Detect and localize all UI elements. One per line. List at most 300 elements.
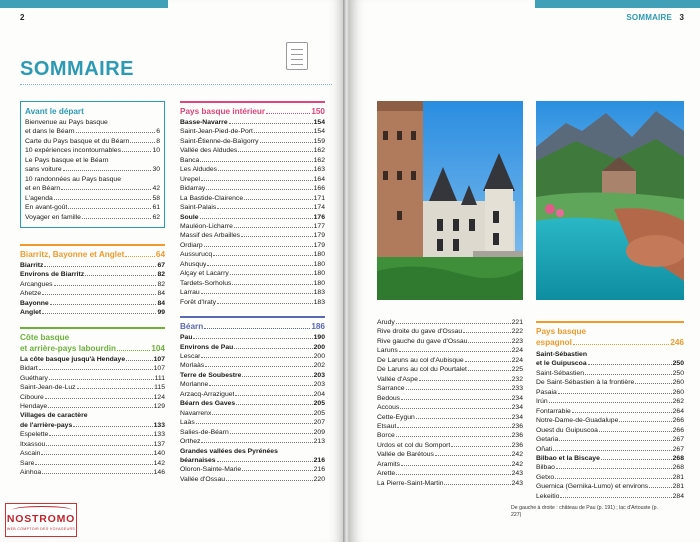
toc-entry-page: 250 — [672, 369, 684, 377]
toc-column-1 — [20, 101, 165, 478]
dot-leader — [229, 123, 313, 124]
title-divider — [20, 84, 332, 85]
toc-entry-label: Vallée d'Aspe — [377, 375, 418, 383]
toc-entry[interactable] — [20, 449, 165, 458]
toc-entry-page: 99 — [157, 309, 165, 317]
toc-entry[interactable] — [377, 356, 523, 365]
toc-entry-page: 220 — [313, 475, 325, 483]
toc-entry-label: Villages de caractère — [20, 412, 88, 420]
toc-entry[interactable] — [180, 231, 325, 240]
toc-entry[interactable] — [180, 399, 325, 408]
toc-entry[interactable] — [180, 465, 325, 474]
section-title-interieur: Pays basque intérieur — [180, 107, 266, 116]
toc-entry-page: 154 — [313, 128, 325, 136]
ossau-list — [377, 318, 523, 488]
toc-entry[interactable] — [536, 416, 684, 425]
toc-entry[interactable] — [377, 394, 523, 403]
toc-entry-page: 107 — [153, 365, 165, 373]
toc-entry-label: Morlaàs — [180, 362, 205, 370]
toc-entry-page: 176 — [313, 213, 325, 221]
toc-entry[interactable] — [25, 127, 160, 136]
toc-entry[interactable] — [25, 184, 160, 193]
toc-entry-label: Lekeitio — [536, 492, 560, 500]
dot-leader — [205, 366, 312, 367]
dot-leader — [236, 404, 312, 405]
toc-entry[interactable] — [536, 482, 684, 491]
toc-entry[interactable] — [536, 435, 684, 444]
toc-entry-page: 236 — [511, 432, 523, 440]
toc-entry-label: Vallée des Aldudes — [180, 147, 238, 155]
toc-entry[interactable] — [377, 327, 523, 336]
toc-entry-label: Massif des Arbailles — [180, 232, 241, 240]
toc-entry-page: 268 — [672, 454, 684, 462]
toc-entry[interactable] — [20, 459, 165, 468]
toc-entry-page: 140 — [153, 450, 165, 458]
dot-leader — [468, 342, 510, 343]
toc-entry-label: Saint-Jean-Pied-de-Port — [180, 128, 253, 136]
toc-entry[interactable] — [180, 127, 325, 136]
dot-leader — [76, 132, 156, 133]
page-number-left: 2 — [20, 13, 25, 22]
toc-entry-page: 61 — [152, 204, 160, 212]
photo-credit: De gauche à droite : château de Pau (p. 191) ; lac d'Artouste (p. 227) — [511, 505, 658, 518]
toc-entry[interactable] — [180, 279, 325, 288]
toc-entry[interactable] — [20, 374, 165, 383]
toc-entry-label: Oñati — [536, 445, 553, 453]
section-title-cote-basque-2: et arrière-pays labourdin — [20, 343, 117, 353]
dot-leader — [218, 170, 313, 171]
section-head-interieur[interactable] — [180, 101, 325, 117]
toc-entry-label: Voyager en famille — [25, 213, 81, 221]
section-head-biarritz[interactable] — [20, 244, 165, 260]
toc-entry-page: 115 — [154, 384, 165, 392]
toc-entry-label: Saint-Sébastien — [536, 351, 587, 358]
toc-entry[interactable] — [536, 492, 684, 501]
toc-entry-label: Navarrenx — [180, 409, 212, 417]
toc-entry-page: 10 — [152, 147, 160, 155]
page-number-right: 3 — [679, 13, 684, 22]
right-page — [349, 0, 700, 542]
toc-entry-label: Banca — [180, 156, 200, 164]
toc-entry-label: sans voiture — [25, 166, 62, 174]
top-accent-bar-right — [535, 0, 700, 8]
toc-entry-label: De Saint-Sébastien à la frontière — [536, 379, 635, 387]
dot-leader — [555, 478, 672, 479]
toc-entry-label: Bienvenue au Pays basque — [25, 119, 108, 126]
toc-entry[interactable] — [25, 213, 160, 222]
toc-entry-page: 225 — [511, 366, 523, 374]
toc-entry-label: Pau — [180, 334, 193, 342]
toc-entry-label: Borce — [377, 432, 395, 440]
toc-entry[interactable] — [377, 337, 523, 346]
toc-column-3 — [377, 318, 523, 488]
toc-entry-page: 232 — [511, 375, 523, 383]
toc-entry-page: 266 — [672, 426, 684, 434]
toc-entry-page: 67 — [157, 261, 165, 269]
toc-entry[interactable] — [180, 361, 325, 370]
toc-entry-page: 82 — [157, 280, 165, 288]
toc-entry-page: 284 — [672, 492, 684, 500]
toc-entry-label: De Laruns au col d'Aubisque — [377, 356, 464, 364]
toc-entry[interactable] — [20, 421, 165, 430]
toc-entry[interactable] — [180, 118, 325, 127]
toc-entry-label: Bilbao et la Biscaye — [536, 454, 600, 462]
dot-leader — [232, 284, 312, 285]
toc-entry[interactable] — [377, 431, 523, 440]
toc-entry[interactable] — [180, 380, 325, 389]
dot-leader — [206, 189, 312, 190]
toc-entry-page: 216 — [313, 466, 325, 474]
dot-leader — [35, 464, 152, 465]
toc-entry[interactable] — [377, 450, 523, 459]
toc-entry-page: 166 — [313, 185, 325, 193]
toc-entry[interactable] — [180, 194, 325, 203]
toc-entry-label: Getaria — [536, 436, 559, 444]
dot-leader — [254, 132, 313, 133]
toc-entry[interactable] — [25, 194, 160, 203]
dot-leader — [235, 395, 312, 396]
toc-entry-label: Carte du Pays basque et du Béarn — [25, 137, 130, 145]
dot-leader — [130, 142, 155, 143]
toc-entry-label: Orthez — [180, 438, 201, 446]
toc-entry[interactable] — [180, 137, 325, 146]
toc-entry[interactable] — [536, 369, 684, 378]
toc-entry[interactable] — [180, 343, 325, 352]
toc-entry[interactable] — [180, 222, 325, 231]
toc-entry-label: Sarrance — [377, 385, 405, 393]
toc-entry[interactable] — [180, 288, 325, 297]
toc-entry[interactable] — [536, 454, 684, 463]
dot-leader — [213, 255, 313, 256]
dot-leader — [558, 393, 672, 394]
toc-entry[interactable] — [536, 378, 684, 387]
dot-leader — [209, 385, 312, 386]
toc-entry[interactable] — [377, 479, 523, 488]
toc-entry[interactable] — [536, 426, 684, 435]
toc-entry[interactable] — [20, 440, 165, 449]
toc-entry[interactable] — [180, 165, 325, 174]
toc-entry[interactable] — [180, 269, 325, 278]
toc-entry[interactable] — [20, 402, 165, 411]
dot-leader — [435, 455, 511, 456]
toc-entry[interactable] — [377, 403, 523, 412]
section-title-espagnol-2: espagnol — [536, 338, 572, 347]
dot-leader — [416, 418, 511, 419]
toc-entry[interactable] — [20, 364, 165, 373]
toc-entry[interactable] — [377, 469, 523, 478]
toc-entry[interactable] — [180, 371, 325, 380]
toc-entry-page: 222 — [511, 328, 523, 336]
toc-entry[interactable] — [377, 318, 523, 327]
dot-leader — [559, 440, 671, 441]
dot-leader — [463, 332, 510, 333]
toc-entry-label: Biarritz — [20, 261, 44, 269]
toc-entry-page: 267 — [672, 436, 684, 444]
toc-entry-page: 162 — [313, 156, 325, 164]
toc-entry-page: 264 — [672, 407, 684, 415]
toc-entry-page: 242 — [511, 451, 523, 459]
dot-leader — [572, 412, 672, 413]
toc-entry-label: Vallée de Barétous — [377, 451, 434, 459]
toc-entry-page: 236 — [511, 441, 523, 449]
toc-entry-label: Ahetze — [20, 290, 42, 298]
dot-leader — [468, 370, 511, 371]
toc-entry-page: 174 — [313, 204, 325, 212]
toc-entry[interactable] — [377, 346, 523, 355]
dot-leader — [649, 487, 671, 488]
toc-entry[interactable] — [180, 333, 325, 342]
toc-entry[interactable] — [180, 175, 325, 184]
toc-entry[interactable] — [377, 441, 523, 450]
dot-leader — [200, 218, 313, 219]
dot-leader — [77, 388, 154, 389]
toc-entry[interactable] — [180, 298, 325, 307]
toc-entry-label: Vallée d'Ossau — [180, 475, 225, 483]
cote-basque-list — [20, 355, 165, 478]
toc-entry[interactable] — [20, 393, 165, 402]
toc-entry-page: 183 — [313, 298, 325, 306]
toc-entry[interactable] — [536, 407, 684, 416]
toc-entry-label: Hendaye — [20, 402, 48, 410]
toc-entry-label: Pasaia — [536, 388, 557, 396]
dot-leader — [444, 484, 510, 485]
toc-entry[interactable] — [536, 359, 684, 368]
toc-entry[interactable] — [180, 241, 325, 250]
section-head-bearn[interactable] — [180, 316, 325, 332]
section-page-bearn: 186 — [311, 322, 325, 332]
section-page-espagnol: 246 — [670, 338, 684, 347]
toc-entry[interactable] — [180, 260, 325, 269]
toc-entry[interactable] — [180, 146, 325, 155]
dot-leader — [242, 470, 312, 471]
toc-entry-page: 200 — [313, 343, 325, 351]
toc-entry-label: et dans le Béarn — [25, 128, 75, 136]
dot-leader — [49, 379, 154, 380]
toc-entry-page: 62 — [152, 213, 160, 221]
toc-entry-page: 205 — [313, 409, 325, 417]
toc-entry-label: Sare — [20, 459, 35, 467]
dot-leader — [234, 348, 312, 349]
toc-entry[interactable] — [25, 203, 160, 212]
toc-entry[interactable] — [180, 418, 325, 427]
toc-entry-page: 107 — [153, 355, 165, 363]
toc-entry-label: Ordiarp — [180, 241, 203, 249]
toc-entry-page: 111 — [154, 374, 165, 382]
toc-entry[interactable] — [20, 411, 165, 420]
toc-entry[interactable] — [180, 184, 325, 193]
dot-leader — [49, 435, 152, 436]
dot-leader — [241, 236, 313, 237]
photo-chateau-de-pau — [377, 101, 523, 300]
toc-entry-page: 84 — [157, 299, 165, 307]
toc-entry[interactable] — [180, 437, 325, 446]
toc-entry[interactable] — [536, 473, 684, 482]
dot-leader — [260, 142, 313, 143]
toc-entry-label: Urepel — [180, 175, 201, 183]
dot-leader — [54, 285, 157, 286]
toc-entry[interactable] — [180, 456, 325, 465]
photo-lac-artouste — [536, 101, 684, 300]
dot-leader — [451, 446, 510, 447]
dot-leader — [553, 450, 671, 451]
toc-entry[interactable] — [536, 445, 684, 454]
toc-entry[interactable] — [180, 447, 325, 456]
toc-entry[interactable] — [180, 428, 325, 437]
toc-entry-label: Irún — [536, 398, 548, 406]
toc-entry[interactable] — [180, 352, 325, 361]
toc-entry-label: Salies-de-Béarn — [180, 428, 229, 436]
toc-entry-label: Environs de Biarritz — [20, 271, 85, 279]
section-head-espagnol[interactable] — [536, 321, 684, 348]
toc-entry-label: Alçay et Lacarry — [180, 270, 229, 278]
toc-entry[interactable] — [20, 430, 165, 439]
toc-entry-page: 233 — [511, 385, 523, 393]
dot-leader — [588, 364, 672, 365]
dot-leader — [61, 189, 151, 190]
section-head-cote-basque[interactable] — [20, 327, 165, 354]
nostromo-logo — [5, 503, 77, 537]
dot-leader — [230, 433, 313, 434]
toc-entry-label: La Bastide-Clairence — [180, 194, 244, 202]
toc-entry[interactable] — [20, 383, 165, 392]
toc-entry-page: 205 — [313, 400, 325, 408]
toc-entry-label: et le Guipuscoa — [536, 360, 587, 368]
dot-leader — [42, 294, 156, 295]
toc-entry[interactable] — [377, 375, 523, 384]
toc-entry[interactable] — [180, 409, 325, 418]
toc-entry-label: Ciboure — [20, 393, 44, 401]
toc-entry-label: Ouest du Guipuscoa — [536, 426, 598, 434]
dot-leader — [54, 199, 152, 200]
toc-entry-page: 162 — [313, 147, 325, 155]
dot-leader — [204, 246, 313, 247]
toc-entry-label: de l'arrière-pays — [20, 421, 73, 429]
toc-entry-page: 30 — [152, 166, 160, 174]
toc-entry-page: 203 — [313, 371, 325, 379]
toc-entry-label: Itxassou — [20, 440, 46, 448]
toc-entry-label: Aramits — [377, 460, 401, 468]
toc-entry[interactable] — [25, 137, 160, 146]
toc-entry-label: Morlanne — [180, 381, 209, 389]
section-title-espagnol-1: Pays basque — [536, 327, 587, 336]
dot-leader — [44, 266, 156, 267]
toc-entry-page: 213 — [313, 438, 325, 446]
toc-entry-page: 6 — [156, 128, 160, 136]
toc-entry-page: 129 — [153, 402, 165, 410]
toc-entry-page: 84 — [157, 290, 165, 298]
dot-leader — [85, 275, 156, 276]
toc-entry[interactable] — [180, 203, 325, 212]
toc-entry[interactable] — [20, 468, 165, 477]
toc-entry[interactable] — [20, 280, 165, 289]
toc-entry[interactable] — [377, 422, 523, 431]
toc-entry-page: 266 — [672, 417, 684, 425]
toc-entry[interactable] — [25, 165, 160, 174]
toc-entry[interactable] — [25, 175, 160, 184]
toc-entry-label: Urdos et col du Somport — [377, 441, 451, 449]
toc-entry-page: 179 — [313, 232, 325, 240]
toc-entry[interactable] — [536, 388, 684, 397]
toc-entry-page: 209 — [313, 428, 325, 436]
toc-entry[interactable] — [20, 289, 165, 298]
toc-entry-label: Laruns — [377, 347, 398, 355]
toc-column-2 — [180, 101, 325, 484]
toc-entry[interactable] — [180, 390, 325, 399]
toc-entry-page: 159 — [313, 137, 325, 145]
toc-entry[interactable] — [536, 350, 684, 359]
toc-entry[interactable] — [377, 384, 523, 393]
avant-depart-box — [20, 101, 165, 228]
toc-entry-label: Notre-Dame-de-Guadalupe — [536, 417, 619, 425]
toc-entry[interactable] — [536, 463, 684, 472]
toc-entry[interactable] — [20, 270, 165, 279]
section-page-cote-basque: 104 — [151, 343, 165, 353]
dot-leader — [238, 151, 312, 152]
dot-leader — [601, 459, 672, 460]
toc-entry-page: 183 — [313, 289, 325, 297]
toc-entry-page: 236 — [511, 422, 523, 430]
toc-entry[interactable] — [20, 355, 165, 364]
toc-entry-label: béarnaises — [180, 456, 216, 464]
toc-entry[interactable] — [20, 261, 165, 270]
toc-entry[interactable] — [25, 156, 160, 165]
toc-entry-label: Bidarray — [180, 185, 206, 193]
toc-entry-page: 146 — [153, 469, 165, 477]
dot-leader — [396, 323, 511, 324]
dot-leader — [556, 468, 672, 469]
dot-leader — [200, 161, 312, 162]
toc-entry-page: 262 — [672, 398, 684, 406]
biarritz-list — [20, 261, 165, 318]
toc-entry-page: 260 — [672, 379, 684, 387]
toc-entry-page: 234 — [511, 394, 523, 402]
toc-entry-label: Les Aldudes — [180, 166, 218, 174]
toc-entry[interactable] — [20, 308, 165, 317]
toc-entry-label: La Pierre-Saint-Martin — [377, 479, 444, 487]
toc-entry-page: 42 — [152, 185, 160, 193]
toc-entry[interactable] — [25, 146, 160, 155]
dot-leader — [217, 461, 313, 462]
toc-entry-label: L'agenda — [25, 194, 53, 202]
dot-leader — [396, 436, 511, 437]
toc-entry-label: Bilbao — [536, 464, 555, 472]
toc-entry[interactable] — [377, 365, 523, 374]
toc-entry[interactable] — [25, 118, 160, 127]
toc-entry-page: 243 — [511, 470, 523, 478]
toc-entry[interactable] — [180, 213, 325, 222]
toc-entry[interactable] — [377, 413, 523, 422]
dot-leader — [193, 338, 312, 339]
toc-entry-page: 133 — [153, 431, 165, 439]
dot-leader — [234, 227, 313, 228]
toc-entry[interactable] — [536, 397, 684, 406]
toc-entry-label: Fontarrabie — [536, 407, 571, 415]
toc-entry-label: Béarn des Gaves — [180, 400, 236, 408]
toc-entry[interactable] — [180, 156, 325, 165]
toc-column-4 — [536, 321, 684, 501]
toc-entry[interactable] — [20, 299, 165, 308]
list-icon — [286, 42, 308, 70]
toc-entry[interactable] — [180, 475, 325, 484]
toc-entry-label: Bayonne — [20, 299, 49, 307]
dot-leader — [549, 402, 672, 403]
dot-leader — [201, 180, 313, 181]
toc-entry[interactable] — [377, 460, 523, 469]
dot-leader — [217, 208, 312, 209]
toc-entry-page: 124 — [153, 393, 165, 401]
toc-entry[interactable] — [180, 250, 325, 259]
toc-entry-page: 163 — [313, 166, 325, 174]
